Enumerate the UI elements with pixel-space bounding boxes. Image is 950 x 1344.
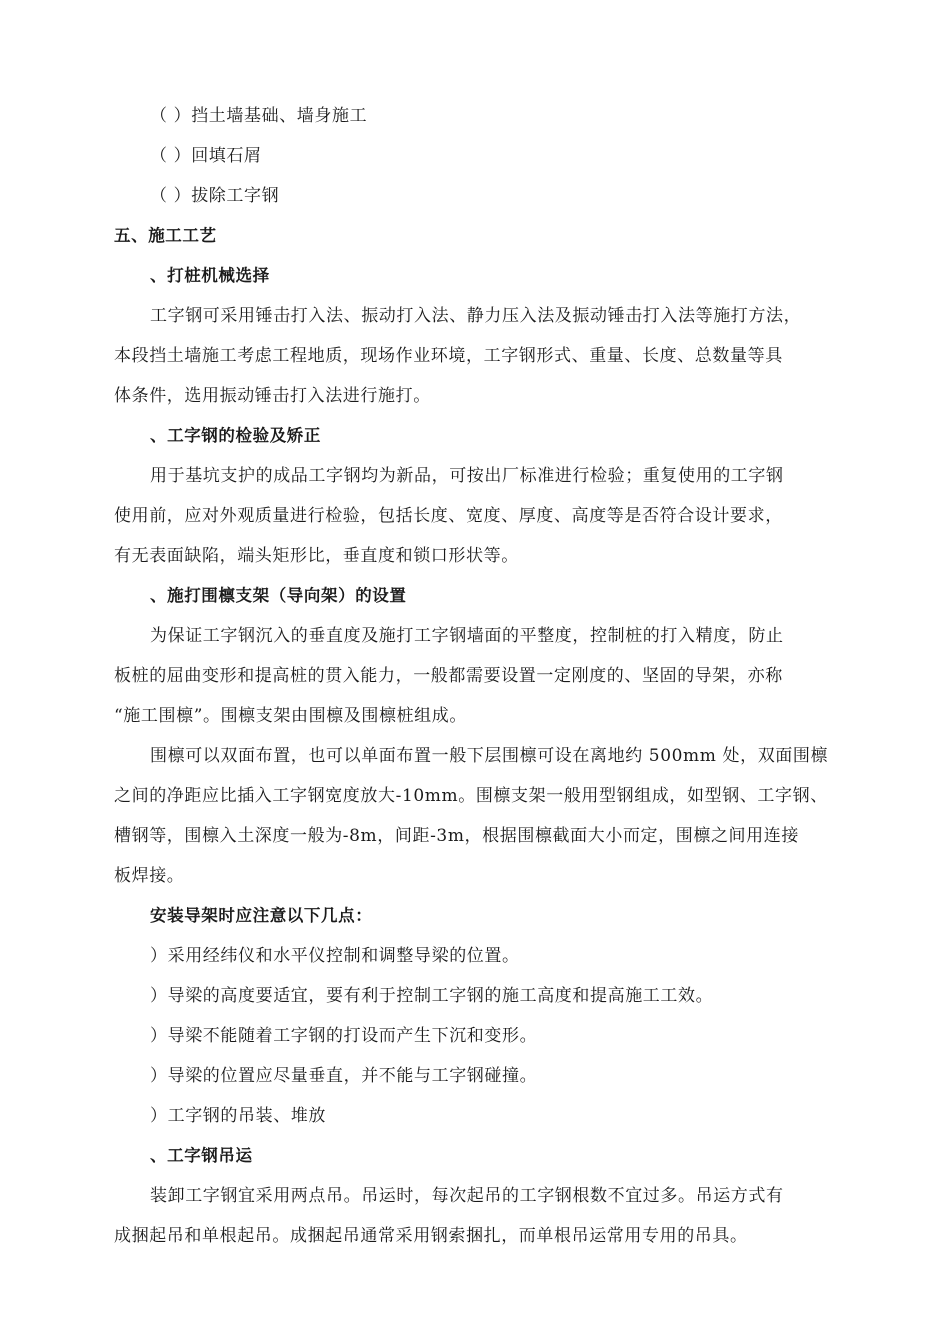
paragraph-line: 工字钢可采用锤击打入法、振动打入法、静力压入法及振动锤击打入法等施打方法， (150, 306, 802, 326)
list-item: （ ）拔除工字钢 (150, 186, 280, 206)
paragraph-line: 使用前，应对外观质量进行检验，包括长度、宽度、厚度、高度等是否符合设计要求， (114, 506, 783, 526)
paragraph-line: 之间的净距应比插入工字钢宽度放大-10mm。围檩支架一般用型钢组成，如型钢、工字钢、 (114, 786, 828, 806)
paragraph-line: 装卸工字钢宜采用两点吊。吊运时，每次起吊的工字钢根数不宜过多。吊运方式有 (150, 1186, 784, 1206)
paragraph-line: 板焊接。 (114, 866, 185, 886)
list-item: （ ）回填石屑 (150, 146, 262, 166)
subsection-heading: 、工字钢的检验及矫正 (150, 426, 321, 445)
list-item: ）工字钢的吊装、堆放 (150, 1106, 326, 1126)
paragraph-line: 为保证工字钢沉入的垂直度及施打工字钢墙面的平整度，控制桩的打入精度，防止 (150, 626, 784, 646)
notes-heading: 安装导架时应注意以下几点： (150, 906, 373, 925)
paragraph-line: “施工围檩”。围檩支架由围檩及围檩桩组成。 (114, 706, 467, 726)
subsection-heading: 、工字钢吊运 (150, 1146, 253, 1165)
list-item: （ ）挡土墙基础、墙身施工 (150, 106, 368, 126)
paragraph-line: 围檩可以双面布置，也可以单面布置一般下层围檩可设在离地约 500mm 处，双面围檩 (150, 746, 829, 766)
paragraph-line: 槽钢等，围檩入土深度一般为-8m，间距-3m，根据围檩截面大小而定，围檩之间用连接 (114, 826, 799, 846)
list-item: ）导梁的高度要适宜，要有利于控制工字钢的施工高度和提高施工工效。 (150, 986, 714, 1006)
list-item: ）导梁不能随着工字钢的打设而产生下沉和变形。 (150, 1026, 538, 1046)
paragraph-line: 用于基坑支护的成品工字钢均为新品，可按出厂标准进行检验；重复使用的工字钢 (150, 466, 784, 486)
subsection-heading: 、打桩机械选择 (150, 266, 270, 285)
subsection-heading: 、施打围檩支架（导向架）的设置 (150, 586, 407, 605)
list-item: ）导梁的位置应尽量垂直，并不能与工字钢碰撞。 (150, 1066, 538, 1086)
list-item: ）采用经纬仪和水平仪控制和调整导梁的位置。 (150, 946, 520, 966)
paragraph-line: 板桩的屈曲变形和提高桩的贯入能力，一般都需要设置一定刚度的、坚固的导架，亦称 (114, 666, 783, 686)
paragraph-line: 有无表面缺陷，端头矩形比，垂直度和锁口形状等。 (114, 546, 519, 566)
paragraph-line: 本段挡土墙施工考虑工程地质，现场作业环境，工字钢形式、重量、长度、总数量等具 (114, 346, 783, 366)
paragraph-line: 体条件，选用振动锤击打入法进行施打。 (114, 386, 431, 406)
section-heading: 五、施工工艺 (114, 226, 217, 245)
paragraph-line: 成捆起吊和单根起吊。成捆起吊通常采用钢索捆扎，而单根吊运常用专用的吊具。 (114, 1226, 748, 1246)
